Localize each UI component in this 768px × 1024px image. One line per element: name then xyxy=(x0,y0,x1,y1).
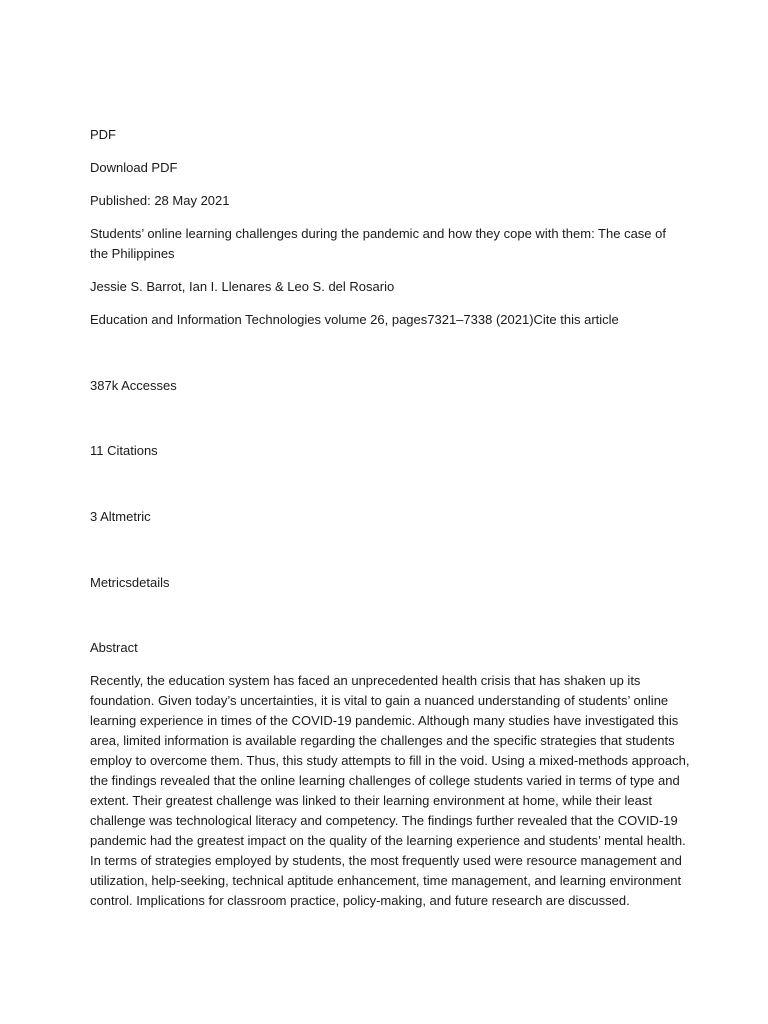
author-list: Jessie S. Barrot, Ian I. Llenares & Leo S. del Rosario xyxy=(90,279,395,294)
abstract-heading: Abstract xyxy=(90,640,138,655)
published-date: Published: 28 May 2021 xyxy=(90,193,230,208)
cite-this-article-link[interactable]: Cite this article xyxy=(533,312,619,327)
citations-count: 11 Citations xyxy=(90,443,158,458)
accesses-count: 387k Accesses xyxy=(90,378,177,393)
metrics-details-link[interactable]: Metricsdetails xyxy=(90,575,170,590)
journal-citation-line xyxy=(90,310,690,330)
download-pdf-link[interactable]: Download PDF xyxy=(90,160,178,175)
altmetric-score: 3 Altmetric xyxy=(90,509,151,524)
article-title: Students’ online learning challenges during the pandemic and how they cope with them: The case of the Philippines xyxy=(90,226,666,261)
journal-info: Education and Information Technologies volume 26, pages7321–7338 (2021) xyxy=(90,312,534,327)
abstract-body: Recently, the education system has faced an unprecedented health crisis that has shaken up its foundation. Given today’s uncertainties, it is vital to gain a nuanced understanding of students’ online learning experience in times of the COVID-19 pandemic. Although many studies have investigated this area, limited information is available regarding the challenges and the specific strategies that students employ to overcome them. Thus, this study attempts to fill in the void. Using a mixed-methods approach, the findings revealed that the online learning challenges of college students varied in terms of type and extent. Their greatest challenge was linked to their learning environment at home, while their least challenge was technological literacy and competency. The findings further revealed that the COVID-19 pandemic had the greatest impact on the quality of the learning experience and students’ mental health. In terms of strategies employed by students, the most frequently used were resource management and utilization, help-seeking, technical aptitude enhancement, time management, and learning environment control. Implications for classroom practice, policy-making, and future research are discussed. xyxy=(90,673,690,908)
pdf-link[interactable]: PDF xyxy=(90,127,116,142)
